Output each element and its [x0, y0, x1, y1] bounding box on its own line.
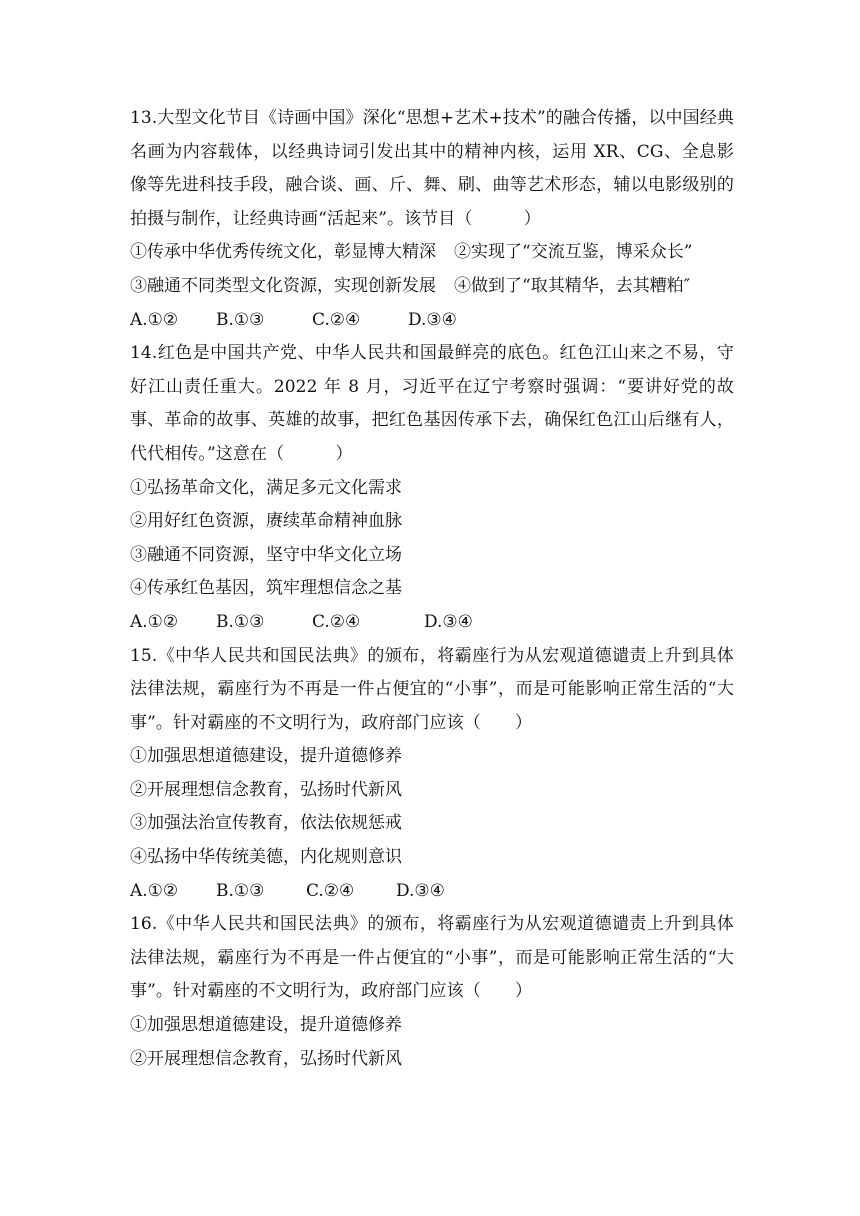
- question-15-stem: 15.《中华人民共和国民法典》的颁布，将霸座行为从宏观道德谴责上升到具体法律法规，霸座行为不再是一件占便宜的“小事”，而是可能影响正常生活的“大事”。针对霸座的不文明行为，政府部门应该（ ）: [130, 645, 734, 733]
- question-13-option-1: ①传承中华优秀传统文化，彰显博大精深: [130, 242, 436, 263]
- question-13: [130, 102, 734, 337]
- question-13-options-row-2: [130, 270, 734, 304]
- question-13-option-3: ③融通不同类型文化资源，实现创新发展: [130, 275, 436, 296]
- question-16-option-2: ②开展理想信念教育，弘扬时代新风: [130, 1048, 402, 1069]
- question-13-answer-a: A.①②: [130, 309, 179, 330]
- question-14-answer-a: A.①②: [130, 611, 179, 632]
- question-15-answers: [130, 875, 734, 909]
- question-15-answer-b: B.①③: [216, 880, 265, 901]
- question-13-stem: 13.大型文化节目《诗画中国》深化“思想+艺术+技术”的融合传播，以中国经典名画为内容载体，以经典诗词引发出其中的精神内核，运用 XR、CG、全息影像等先进科技手段，融合谈、画、斤、舞、刷、曲等艺术形态，辅以电影级别的拍摄与制作，让经典诗画“活起来”。该节目（ ）: [130, 108, 734, 229]
- document-page: [130, 102, 734, 1076]
- question-13-answer-c: C.②④: [312, 309, 361, 330]
- question-14-answer-c: C.②④: [312, 611, 361, 632]
- question-15-answer-d: D.③④: [396, 880, 445, 901]
- question-14-answer-b: B.①③: [216, 611, 265, 632]
- question-16-option-1: ①加强思想道德建设，提升道德修养: [130, 1015, 402, 1036]
- question-15-answer-a: A.①②: [130, 880, 179, 901]
- question-14: [130, 337, 734, 639]
- question-15-option-1: ①加强思想道德建设，提升道德修养: [130, 746, 402, 767]
- question-14-answers: [130, 606, 734, 640]
- question-13-answer-d: D.③④: [408, 309, 457, 330]
- question-15-option-4: ④弘扬中华传统美德，内化规则意识: [130, 847, 402, 868]
- question-14-answer-d: D.③④: [424, 611, 473, 632]
- question-15: [130, 640, 734, 909]
- question-13-options-row-1: [130, 236, 734, 270]
- question-13-answer-b: B.①③: [216, 309, 265, 330]
- question-14-stem: 14.红色是中国共产党、中华人民共和国最鲜亮的底色。红色江山来之不易，守好江山责任重大。2022 年 8 月，习近平在辽宁考察时强调：“要讲好党的故事、革命的故事、英雄的故事，把红色基因传承下去，确保红色江山后继有人，代代相传。”这意在（ ）: [130, 343, 734, 464]
- question-15-answer-c: C.②④: [306, 880, 355, 901]
- question-14-option-2: ②用好红色资源，赓续革命精神血脉: [130, 511, 402, 532]
- question-14-option-3: ③融通不同资源，坚守中华文化立场: [130, 544, 402, 565]
- question-14-option-1: ①弘扬革命文化，满足多元文化需求: [130, 477, 402, 498]
- question-15-option-2: ②开展理想信念教育，弘扬时代新风: [130, 779, 402, 800]
- question-16: [130, 908, 734, 1076]
- question-13-option-4: ④做到了“取其精华，去其糟粕″: [454, 275, 691, 296]
- question-13-answers: [130, 304, 734, 338]
- question-14-option-4: ④传承红色基因，筑牢理想信念之基: [130, 578, 402, 599]
- question-13-option-2: ②实现了“交流互鉴，博采众长”: [454, 242, 693, 263]
- question-16-stem: 16.《中华人民共和国民法典》的颁布，将霸座行为从宏观道德谴责上升到具体法律法规，霸座行为不再是一件占便宜的“小事”，而是可能影响正常生活的“大事”。针对霸座的不文明行为，政府部门应该（ ）: [130, 914, 734, 1002]
- question-15-option-3: ③加强法治宣传教育，依法依规惩戒: [130, 813, 402, 834]
